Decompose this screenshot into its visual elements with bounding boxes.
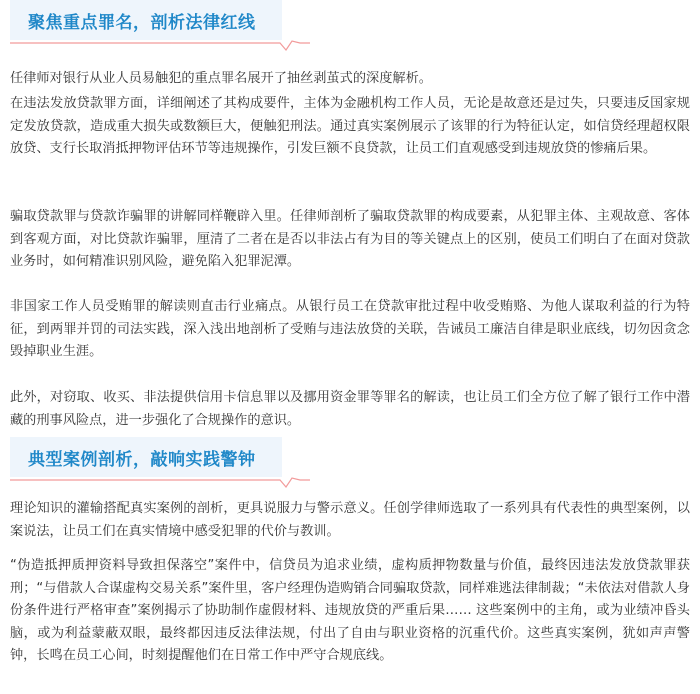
section-heading-2 bbox=[10, 437, 300, 497]
heading-decor-line bbox=[10, 38, 310, 52]
section-heading-1 bbox=[10, 0, 300, 60]
paragraph-loan-fraud: 骗取贷款罪与贷款诈骗罪的讲解同样鞭辟入里。任律师剖析了骗取贷款罪的构成要素，从犯罪主体、主观故意、客体到客观方面，对比贷款诈骗罪，厘清了二者在是否以非法占有为目的等关键点上的区别，使员工们明白了在面对贷款业务时，如何精准识别风险，避免陷入犯罪泥潭。 bbox=[10, 209, 690, 270]
paragraph-illegal-lending: 在违法发放贷款罪方面，详细阐述了其构成要件，主体为金融机构工作人员，无论是故意还是过失，只要违反国家规定发放贷款，造成重大损失或数额巨大，便触犯刑法。通过真实案例展示了该罪的行为特征认定，如信贷经理超权限放贷、支行长取消抵押物评估环节等违规操作，引发巨额不良贷款，让员工们直观感受到违规放贷的惨痛后果。 bbox=[10, 96, 690, 157]
paragraph-cases-intro: 理论知识的灌输搭配真实案例的剖析，更具说服力与警示意义。任创学律师选取了一系列具有代表性的典型案例，以案说法，让员工们在真实情境中感受犯罪的代价与教训。 bbox=[10, 501, 690, 539]
paragraph-intro: 任律师对银行从业人员易触犯的重点罪名展开了抽丝剥茧式的深度解析。 bbox=[10, 71, 432, 86]
heading-title: 典型案例剖析，敲响实践警钟 bbox=[28, 450, 256, 470]
paragraph-bribery: 非国家工作人员受贿罪的解读则直击行业痛点。从银行员工在贷款审批过程中收受贿赂、为他人谋取利益的行为特征，到两罪并罚的司法实践，深入浅出地剖析了受贿与违法放贷的关联，告诫员工廉洁自律是职业底线，切勿因贪念毁掉职业生涯。 bbox=[10, 299, 690, 360]
paragraph-case-examples: “伪造抵押质押资料导致担保落空”案件中，信贷员为追求业绩，虚构质押物数量与价值，最终因违法发放贷款罪获刑；“与借款人合谋虚构交易关系”案件里，客户经理伪造购销合同骗取贷款，同样难逃法律制裁；“未依法对借款人身份条件进行严格审查”案例揭示了协助制作虚假材料、违规放贷的严重后果…… 这些案例中的主角，或为业绩冲昏头脑，或为利益蒙蔽双眼，最终都因违反法律法规，付出了自由与职业资格的沉重代价。这些真实案例，犹如声声警钟，长鸣在员工心间，时刻提醒他们在日常工作中严守合规底线。 bbox=[10, 558, 690, 664]
heading-title: 聚焦重点罪名，剖析法律红线 bbox=[28, 13, 256, 33]
paragraph-other-crimes: 此外，对窃取、收买、非法提供信用卡信息罪以及挪用资金罪等罪名的解读，也让员工们全方位了解了银行工作中潜藏的刑事风险点，进一步强化了合规操作的意识。 bbox=[10, 390, 690, 428]
heading-decor-line bbox=[10, 475, 310, 489]
